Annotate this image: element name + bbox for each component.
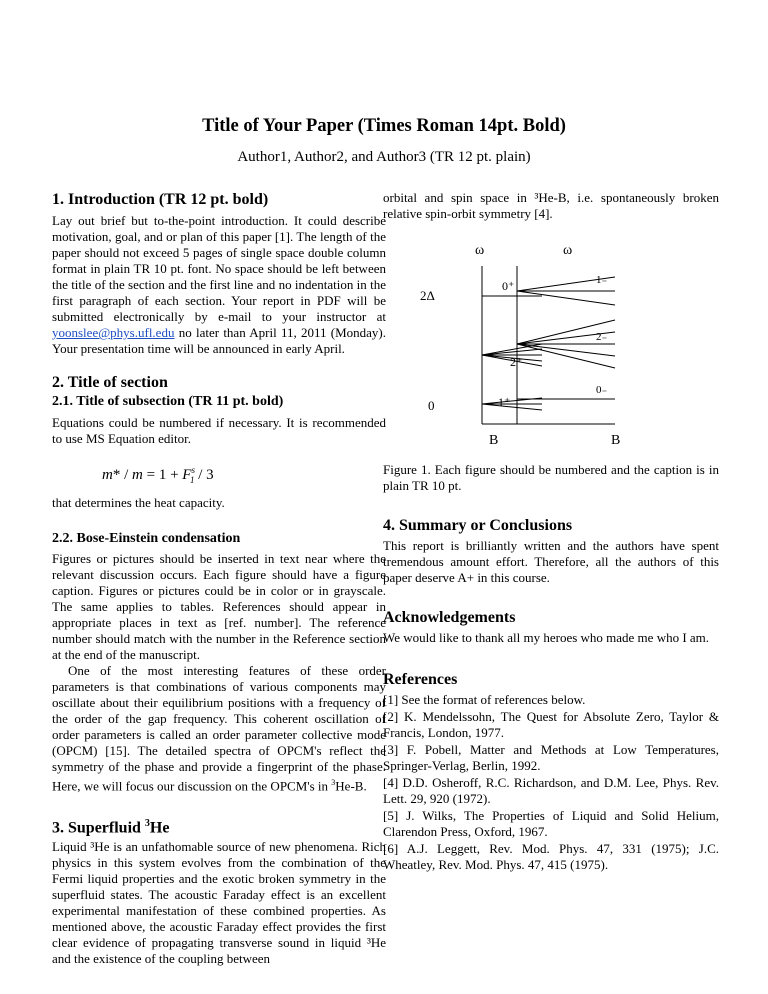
references-heading: References xyxy=(383,671,458,688)
level-2plus-label: 2⁺ xyxy=(510,355,523,369)
left-axis-omega-label: ω xyxy=(475,243,485,258)
continued-paragraph: orbital and spin space in ³He-B, i.e. spontaneously broken relative spin-orbit symmetry [4]. xyxy=(383,190,719,221)
acknowledgements-paragraph: We would like to thank all my heroes who made me who I am. xyxy=(383,630,710,645)
equation-follow-text: that determines the heat capacity. xyxy=(52,495,225,510)
figure-caption: Figure 1. Each figure should be numbered and the caption is in plain TR 10 pt. xyxy=(383,462,719,493)
subsection21-heading: 2.1. Title of subsection (TR 11 pt. bold) xyxy=(52,394,284,409)
level-2minus-label: 2₋ xyxy=(596,331,608,343)
right-column xyxy=(383,190,719,874)
section3-heading: 3. Superfluid $^3$He xyxy=(52,818,170,837)
reference-item: [3] F. Pobell, Matter and Methods at Low Temperatures, Springer-Verlag, Berlin, 1992. xyxy=(383,741,719,773)
zero-label: 0 xyxy=(428,398,435,413)
paper-title: Title of Your Paper (Times Roman 14pt. Bold) xyxy=(202,116,566,136)
section4-heading: 4. Summary or Conclusions xyxy=(383,517,573,534)
subsection21-text: Equations could be numbered if necessary. It is recommended to use MS Equation editor. xyxy=(52,415,386,446)
level-1minus-label: 1₋ xyxy=(596,274,608,286)
left-column xyxy=(52,190,386,967)
reference-item: [6] A.J. Leggett, Rev. Mod. Phys. 47, 331 (1975); J.C. Wheatley, Rev. Mod. Phys. 47, 415 (1975). xyxy=(383,840,719,872)
2delta-label: 2Δ xyxy=(420,288,435,303)
section2-heading: 2. Title of section xyxy=(52,374,168,391)
references-list xyxy=(383,692,719,874)
level-0plus-label: 0⁺ xyxy=(502,279,515,293)
paper-authors: Author1, Author2, and Author3 (TR 12 pt. plain) xyxy=(237,149,531,165)
section4-paragraph: This report is brilliantly written and the authors have spent tremendous amount effort. Therefore, all the authors of this paper deserve A+ in this course. xyxy=(383,538,719,585)
equation: $m* / m = 1 + F^s_1 / 3$ xyxy=(102,465,214,485)
acknowledgements-heading: Acknowledgements xyxy=(383,609,516,626)
figure-1 xyxy=(383,238,719,448)
reference-item: [4] D.D. Osheroff, R.C. Richardson, and D.M. Lee, Phys. Rev. Lett. 29, 920 (1972). xyxy=(383,774,719,806)
instructor-email-link[interactable]: yoonslee@phys.ufl.edu xyxy=(52,325,175,340)
level-1plus-label: 1⁺ xyxy=(498,395,511,409)
right-axis-b-label: B xyxy=(611,433,621,448)
subsection22-heading: 2.2. Bose-Einstein condensation xyxy=(52,531,241,546)
reference-item: [2] K. Mendelssohn, The Quest for Absolute Zero, Taylor & Francis, London, 1977. xyxy=(383,708,719,740)
section3-paragraph: Liquid ³He is an unfathomable source of new phenomena. Rich physics in this system evolves from the combination of the Fermi liquid properties and the exotic broken symmetry in the superfluid states. The acoustic Faraday effect is an excellent experimental manifestation of these combined properties. As mentioned above, the acoustic Faraday effect provides the first clear evidence of propagating transverse sound in liquid ³He and the existence of the coupling between xyxy=(52,838,386,966)
intro-heading: 1. Introduction (TR 12 pt. bold) xyxy=(52,191,269,208)
intro-paragraph: Lay out brief but to-the-point introduction. It could describe motivation, goal, and or plan of this paper [1]. The length of the paper should not exceed 5 pages of single space double column format in plain TR 10 pt. font. No space should be left between the title of the section and the first line and no indentation in the first paragraph of each section. Your report in PDF will be submitted electronically by e-mail to your instructor at yoonslee@phys.ufl.edu no later than April 11, 2011 (Monday). Your presentation time will be announced in early April. xyxy=(52,213,386,356)
subsection22-paragraph1: Figures or pictures should be inserted in text near where the relevant discussion occurs. Each figure should have a figure caption. Figures or pictures could be in color or in grayscale. The same applies to tables. References should appear in appropriate places in text as [ref. number]. The reference number should match with the number in the Reference section at the end of the manuscript. xyxy=(52,551,386,662)
right-axis-omega-label: ω xyxy=(563,243,573,258)
reference-item: [1] See the format of references below. xyxy=(383,692,586,707)
left-axis-b-label: B xyxy=(489,433,499,448)
level-0minus-label: 0₋ xyxy=(596,384,608,396)
reference-item: [5] J. Wilks, The Properties of Liquid and Solid Helium, Clarendon Press, Oxford, 1967. xyxy=(383,807,719,839)
subsection22-paragraph2: One of the most interesting features of these order parameters is that combinations of various components may oscillate about their equilibrium positions with a frequency of the order of the gap frequency. This coherent oscillation of order parameters is called an order parameter collective mode (OPCM) [15]. The detailed spectra of OPCM's reflect the symmetry of the phase and provide a fingerprint of the phase. Here, we will focus our discussion on the OPCM's in $^3$He-B. xyxy=(52,663,386,794)
